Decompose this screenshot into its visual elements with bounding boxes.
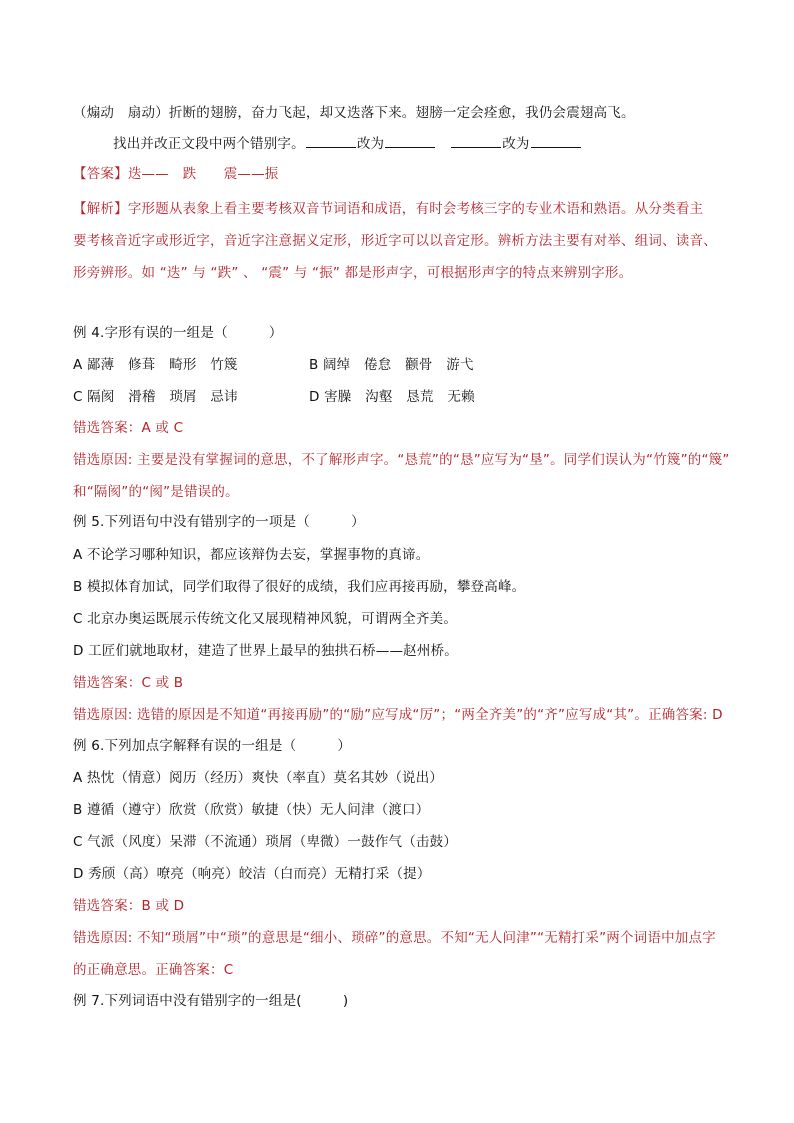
analysis-line-2: 要考核音近字或形近字，音近字注意据义定形，形近字可以以音定形。辨析方法主要有对举、组词、读音、 [73, 233, 717, 249]
option-b: B 阔绰 倦怠 颧骨 游弋 [309, 357, 474, 373]
change-to-label-1: 改为 [356, 136, 385, 152]
analysis-line-3: 形旁辨形。如 “迭” 与 “跌” 、 “震” 与 “振” 都是形声字，可根据形声字的特点来辨别字形。 [73, 265, 633, 281]
answer-text: 迭—— 跌 震——振 [127, 166, 279, 182]
option-a: A 鄙薄 修葺 畸形 竹篾 [73, 357, 238, 373]
example-4-question: 例 4.字形有误的一组是（ ） [73, 325, 283, 341]
answer-line [73, 164, 733, 184]
passage-line: （煽动 扇动）折断的翅膀，奋力飞起，却又迭落下来。翅膀一定会痊愈，我仍会震翅高飞。 [73, 105, 635, 121]
option-d: D 害臊 沟壑 恳荒 无赖 [309, 389, 475, 405]
blank-4[interactable] [531, 135, 581, 148]
example-4-row-2 [73, 387, 733, 407]
example-5-option-a: A 不论学习哪种知识，都应该辩伪去妄，掌握事物的真谛。 [73, 547, 430, 563]
example-7-question: 例 7.下列词语中没有错别字的一组是( ) [73, 993, 349, 1009]
example-6-wrong-answer: 错选答案：B 或 D [73, 898, 185, 914]
example-5-option-c: C 北京办奥运既展示传统文化又展现精神风貌，可谓两全齐美。 [73, 611, 458, 627]
example-4-row-1 [73, 355, 733, 375]
example-6-reason-1: 错选原因: 不知“琐屑”中“琐”的意思是“细小、琐碎”的意思。不知“无人问津”“无精打采”两个词语中加点字 [73, 930, 716, 946]
example-6-reason-2: 的正确意思。正确答案：C [73, 962, 234, 978]
option-c: C 隔阂 滑稽 琐屑 忌讳 [73, 389, 238, 405]
blank-3[interactable] [451, 135, 501, 148]
task-instruction: 找出并改正文段中两个错别字。 [113, 136, 305, 152]
blank-2[interactable] [385, 135, 435, 148]
example-5-option-b: B 模拟体育加试，同学们取得了很好的成绩，我们应再接再励，攀登高峰。 [73, 579, 526, 595]
example-4-reason-2: 和“隔阂”的“阂”是错误的。 [73, 484, 239, 500]
example-6-option-a: A 热忱（情意）阅历（经历）爽快（率直）莫名其妙（说出） [73, 770, 444, 786]
example-5-wrong-answer: 错选答案：C 或 B [73, 675, 184, 691]
change-to-label-2: 改为 [502, 136, 530, 152]
analysis-text-1: 字形题从表象上看主要考核双音节词语和成语，有时会考核三字的专业术语和熟语。从分类看主 [127, 201, 704, 217]
example-5-option-d: D 工匠们就地取材，建造了世界上最早的独拱石桥——赵州桥。 [73, 643, 458, 659]
example-6-option-b: B 遵循（遵守）欣赏（欣赏）敏捷（快）无人问津（渡口） [73, 802, 430, 818]
example-6-question: 例 6.下列加点字解释有误的一组是（ ） [73, 738, 352, 754]
example-5-question: 例 5.下列语句中没有错别字的一项是（ ） [73, 514, 365, 530]
task-line [113, 134, 773, 154]
analysis-line-1 [73, 199, 733, 219]
example-6-option-d: D 秀颀（高）嘹亮（响亮）皎洁（白而亮）无精打采（提） [73, 866, 431, 882]
example-5-reason: 错选原因: 选错的原因是不知道“再接再励”的“励”应写成“厉”；“两全齐美”的“齐”应写成“其”。正确答案: D [73, 707, 723, 723]
example-4-reason-1: 错选原因: 主要是没有掌握词的意思，不了解形声字。“恳荒”的“恳”应写为“垦”。同学们误认为“竹篾”的“篾” [73, 452, 730, 468]
example-6-option-c: C 气派（风度）呆滞（不流通）琐屑（卑微）一鼓作气（击鼓） [73, 834, 458, 850]
example-4-wrong-answer: 错选答案：A 或 C [73, 420, 184, 436]
analysis-tag: 【解析】 [73, 201, 128, 217]
answer-tag: 【答案】 [73, 166, 128, 182]
blank-1[interactable] [306, 135, 356, 148]
